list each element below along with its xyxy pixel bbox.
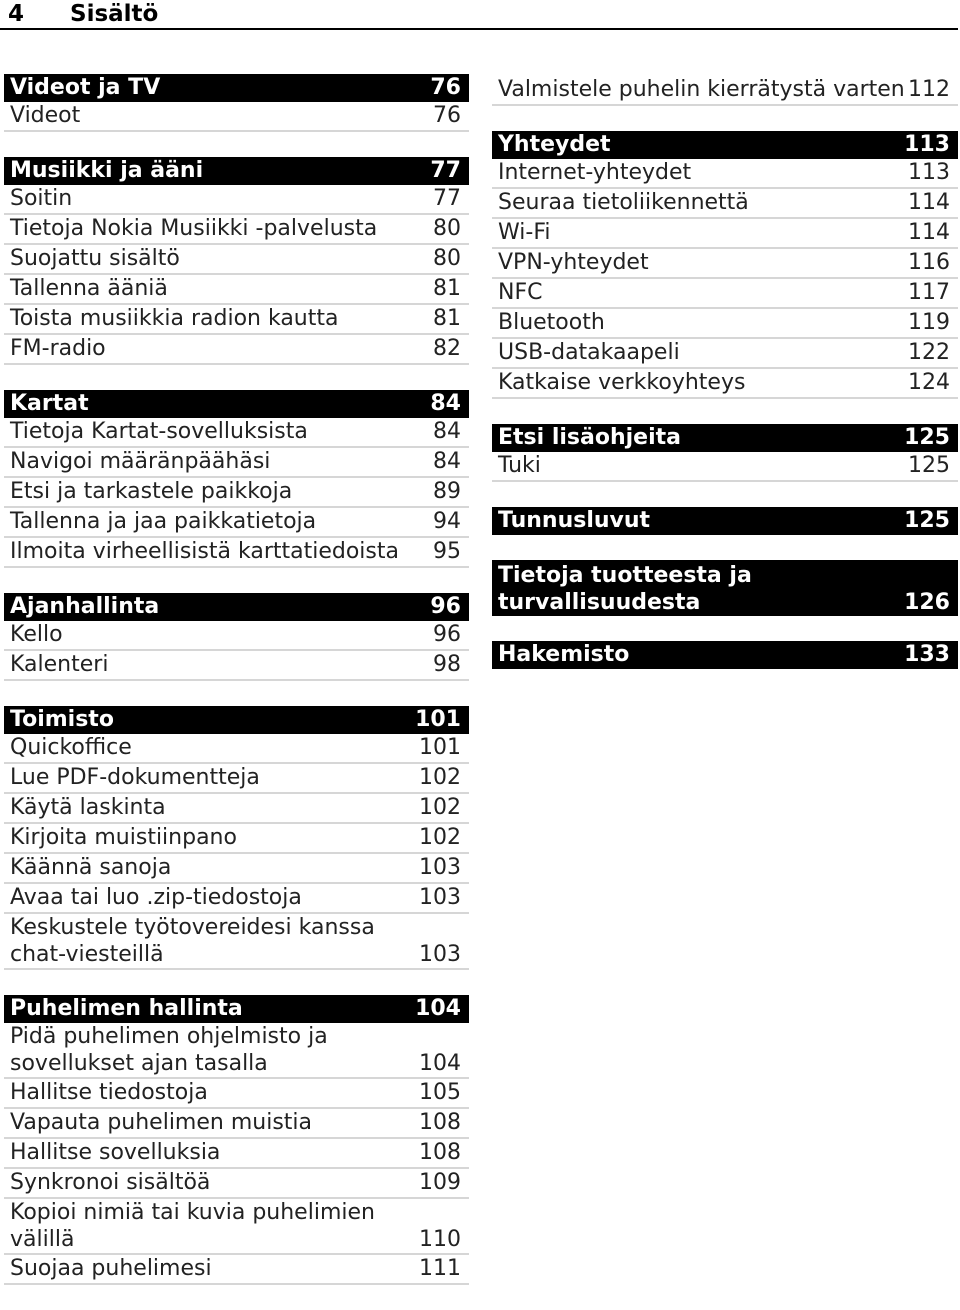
entry-page-number: 103	[419, 855, 461, 880]
section-heading[interactable]	[492, 560, 958, 616]
section-page-number: 126	[904, 590, 950, 615]
toc-entry[interactable]	[4, 914, 469, 970]
section-page-number: 77	[430, 158, 461, 183]
toc-entry[interactable]	[492, 369, 958, 399]
toc-entry[interactable]	[4, 1023, 469, 1079]
entry-page-number: 101	[419, 735, 461, 760]
toc-section	[4, 706, 469, 970]
section-heading[interactable]	[492, 507, 958, 535]
entry-page-number: 102	[419, 825, 461, 850]
entry-label: Quickoffice	[10, 735, 132, 760]
entry-page-number: 76	[433, 103, 461, 128]
toc-section	[492, 131, 958, 399]
toc-entry[interactable]	[4, 651, 469, 681]
entry-label: USB-datakaapeli	[498, 340, 680, 365]
entry-page-number: 98	[433, 652, 461, 677]
section-title: Videot ja TV	[10, 75, 161, 100]
section-page-number: 133	[904, 642, 950, 667]
entry-label: Synkronoi sisältöä	[10, 1170, 211, 1195]
entry-page-number: 80	[433, 246, 461, 271]
entry-page-number: 114	[908, 190, 950, 215]
entry-label: Suojaa puhelimesi	[10, 1256, 212, 1281]
section-title: Tietoja tuotteesta ja turvallisuudesta	[498, 563, 752, 615]
toc-entry[interactable]	[4, 824, 469, 854]
entry-page-number: 82	[433, 336, 461, 361]
entry-label: Tietoja Kartat-sovelluksista	[10, 419, 308, 444]
entry-label: Hallitse tiedostoja	[10, 1080, 208, 1105]
toc-entry[interactable]	[4, 275, 469, 305]
toc-entry[interactable]	[492, 309, 958, 339]
toc-entry[interactable]	[4, 478, 469, 508]
entry-page-number: 103	[419, 942, 461, 967]
toc-section	[4, 157, 469, 365]
toc-entry[interactable]	[492, 249, 958, 279]
entry-label: Etsi ja tarkastele paikkoja	[10, 479, 293, 504]
entry-label: Tietoja Nokia Musiikki -palvelusta	[10, 216, 378, 241]
page-number: 4	[8, 1, 25, 27]
page-title: Sisältö	[70, 1, 159, 27]
entry-label: Soitin	[10, 186, 73, 211]
entry-label: Suojattu sisältö	[10, 246, 180, 271]
entry-label: NFC	[498, 280, 543, 305]
section-page-number: 96	[430, 594, 461, 619]
toc-entry[interactable]	[4, 215, 469, 245]
toc-entry[interactable]	[4, 418, 469, 448]
entry-label: Tallenna ja jaa paikkatietoja	[10, 509, 317, 534]
section-title: Puhelimen hallinta	[10, 996, 243, 1021]
entry-page-number: 122	[908, 340, 950, 365]
entry-page-number: 111	[419, 1256, 461, 1281]
entry-label: Vapauta puhelimen muistia	[10, 1110, 312, 1135]
toc-entry[interactable]	[492, 279, 958, 309]
toc-section	[4, 995, 469, 1285]
toc-entry[interactable]	[4, 448, 469, 478]
entry-page-number: 95	[433, 539, 461, 564]
entry-label: Seuraa tietoliikennettä	[498, 190, 749, 215]
entry-page-number: 94	[433, 509, 461, 534]
section-heading[interactable]	[4, 390, 469, 418]
toc-entry[interactable]	[4, 854, 469, 884]
section-heading[interactable]	[492, 131, 958, 159]
entry-page-number: 84	[433, 449, 461, 474]
header-rule	[0, 28, 958, 30]
toc-entry[interactable]	[492, 339, 958, 369]
entry-page-number: 125	[908, 453, 950, 478]
section-title: Toimisto	[10, 707, 114, 732]
toc-entry[interactable]	[4, 1079, 469, 1109]
entry-page-number: 103	[419, 885, 461, 910]
entry-label: Lue PDF-dokumentteja	[10, 765, 260, 790]
entry-label: Tuki	[498, 453, 541, 478]
entry-page-number: 112	[908, 77, 950, 102]
toc-section	[492, 560, 958, 616]
section-heading[interactable]	[492, 641, 958, 669]
toc-entry[interactable]	[4, 1255, 469, 1285]
toc-entry[interactable]	[492, 219, 958, 249]
toc-entry[interactable]	[4, 245, 469, 275]
toc-entry[interactable]	[4, 621, 469, 651]
toc-section	[4, 74, 469, 132]
toc-entry[interactable]	[492, 189, 958, 219]
section-title: Kartat	[10, 391, 89, 416]
entry-page-number: 77	[433, 186, 461, 211]
entry-page-number: 105	[419, 1080, 461, 1105]
entry-label: Ilmoita virheellisistä karttatiedoista	[10, 539, 399, 564]
entry-page-number: 80	[433, 216, 461, 241]
entry-page-number: 84	[433, 419, 461, 444]
entry-page-number: 96	[433, 622, 461, 647]
entry-label: Käännä sanoja	[10, 855, 172, 880]
entry-page-number: 109	[419, 1170, 461, 1195]
entry-page-number: 114	[908, 220, 950, 245]
section-page-number: 125	[904, 425, 950, 450]
toc-entry[interactable]	[4, 335, 469, 365]
toc-left-column	[4, 74, 469, 1310]
entry-label: Navigoi määränpäähäsi	[10, 449, 271, 474]
toc-entry[interactable]	[4, 185, 469, 215]
entry-label: VPN-yhteydet	[498, 250, 649, 275]
toc-entry[interactable]	[492, 452, 958, 482]
section-page-number: 104	[415, 996, 461, 1021]
entry-label: FM-radio	[10, 336, 106, 361]
section-heading[interactable]	[4, 74, 469, 102]
section-title: Hakemisto	[498, 642, 630, 667]
entry-label: Internet-yhteydet	[498, 160, 692, 185]
entry-page-number: 117	[908, 280, 950, 305]
entry-page-number: 89	[433, 479, 461, 504]
section-title: Ajanhallinta	[10, 594, 160, 619]
section-title: Musiikki ja ääni	[10, 158, 204, 183]
section-heading[interactable]	[4, 706, 469, 734]
entry-label: Keskustele työtovereidesi kanssa chat-viesteillä	[10, 915, 375, 967]
toc-entry[interactable]	[4, 102, 469, 132]
entry-page-number: 104	[419, 1051, 461, 1076]
section-heading[interactable]	[4, 593, 469, 621]
entry-page-number: 110	[419, 1227, 461, 1252]
toc-entry[interactable]	[492, 76, 958, 106]
toc-entry[interactable]	[4, 508, 469, 538]
toc-entry[interactable]	[4, 1199, 469, 1255]
toc-section	[4, 390, 469, 568]
entry-label: Videot	[10, 103, 81, 128]
toc-entry[interactable]	[4, 1139, 469, 1169]
entry-page-number: 108	[419, 1110, 461, 1135]
entry-label: Pidä puhelimen ohjelmisto ja sovellukset ajan tasalla	[10, 1024, 328, 1076]
page-header	[0, 0, 960, 30]
toc-entry[interactable]	[4, 794, 469, 824]
entry-label: Kopioi nimiä tai kuvia puhelimien välillä	[10, 1200, 375, 1252]
section-title: Yhteydet	[498, 132, 611, 157]
entry-label: Wi-Fi	[498, 220, 551, 245]
section-title: Tunnusluvut	[498, 508, 651, 533]
toc-section	[492, 424, 958, 482]
section-heading[interactable]	[4, 157, 469, 185]
entry-label: Tallenna ääniä	[10, 276, 168, 301]
toc-entry[interactable]	[4, 734, 469, 764]
entry-page-number: 116	[908, 250, 950, 275]
entry-page-number: 81	[433, 276, 461, 301]
section-page-number: 84	[430, 391, 461, 416]
entry-label: Bluetooth	[498, 310, 605, 335]
entry-page-number: 108	[419, 1140, 461, 1165]
toc-entry[interactable]	[4, 884, 469, 914]
entry-label: Kello	[10, 622, 63, 647]
entry-label: Hallitse sovelluksia	[10, 1140, 221, 1165]
toc-right-column	[492, 76, 958, 694]
entry-page-number: 81	[433, 306, 461, 331]
toc-section	[4, 593, 469, 681]
toc-entry[interactable]	[4, 1109, 469, 1139]
section-page-number: 125	[904, 508, 950, 533]
section-title: Etsi lisäohjeita	[498, 425, 682, 450]
toc-entry[interactable]	[4, 538, 469, 568]
section-page-number: 101	[415, 707, 461, 732]
entry-label: Kalenteri	[10, 652, 109, 677]
toc-entry[interactable]	[492, 159, 958, 189]
entry-page-number: 113	[908, 160, 950, 185]
toc-entry[interactable]	[4, 764, 469, 794]
entry-page-number: 102	[419, 765, 461, 790]
section-page-number: 76	[430, 75, 461, 100]
entry-label: Toista musiikkia radion kautta	[10, 306, 339, 331]
entry-page-number: 124	[908, 370, 950, 395]
toc-section	[492, 507, 958, 535]
toc-section	[492, 641, 958, 669]
toc-section	[492, 76, 958, 106]
section-heading[interactable]	[4, 995, 469, 1023]
entry-label: Käytä laskinta	[10, 795, 166, 820]
entry-page-number: 119	[908, 310, 950, 335]
entry-label: Valmistele puhelin kierrätystä varten	[498, 77, 905, 102]
entry-label: Katkaise verkkoyhteys	[498, 370, 746, 395]
toc-entry[interactable]	[4, 1169, 469, 1199]
toc-entry[interactable]	[4, 305, 469, 335]
section-page-number: 113	[904, 132, 950, 157]
section-heading[interactable]	[492, 424, 958, 452]
entry-label: Kirjoita muistiinpano	[10, 825, 237, 850]
entry-label: Avaa tai luo .zip-tiedostoja	[10, 885, 302, 910]
entry-page-number: 102	[419, 795, 461, 820]
